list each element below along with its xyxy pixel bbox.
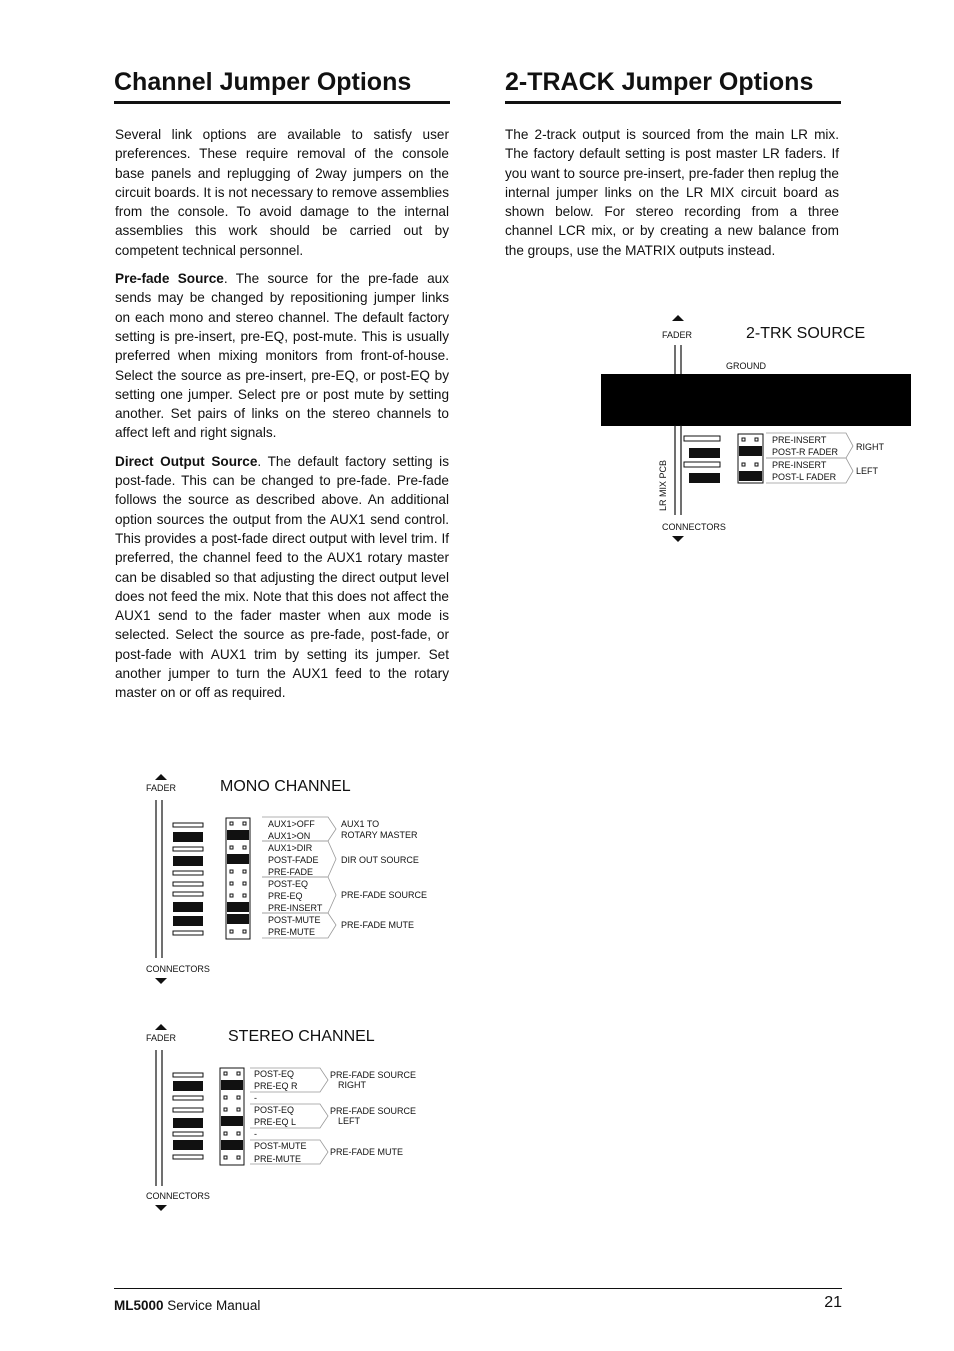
left-heading: Channel Jumper Options	[114, 68, 450, 104]
mono-label-1: AUX1>OFF	[268, 819, 315, 829]
mono-label-4: POST-FADE	[268, 855, 319, 865]
trk-label-1: PRE-INSERT	[772, 435, 827, 445]
connectors-arrow-icon	[155, 1205, 167, 1211]
page-number: 21	[824, 1294, 842, 1311]
mono-jumper-block	[226, 818, 250, 939]
fader-arrow-icon	[672, 315, 684, 321]
trk-jumper-block	[738, 434, 763, 483]
footer-manual: Service Manual	[163, 1298, 261, 1313]
mono-title: MONO CHANNEL	[220, 778, 351, 795]
trk-pcb-label: LR MIX PCB	[658, 459, 668, 511]
mono-label-10: PRE-MUTE	[268, 927, 315, 937]
left-intro-paragraph: Several link options are available to satisfy user preferences. These require removal of the console base panels and replugging of 2way jumpers on the circuit boards. It is not necessary to remove assemblies from the console. To avoid damage to the internal assemblies this work should be carried out by competent technical personnel.	[115, 127, 449, 258]
trk-title: 2-TRK SOURCE	[746, 325, 866, 342]
mono-label-6: POST-EQ	[268, 879, 309, 889]
prefade-text: . The source for the pre-fade aux sends may be changed by repositioning jumper links on each mono and stereo channel. The default factory setting is pre-insert, pre-EQ, post-mute. This is usually preferred when mixing monitors from front-of-house. Select the source as pre-insert, pre-EQ, or post-EQ by setting one jumper. Select pre or post mute by setting another. Set pairs of links on the stereo channels to affect left and right signals.	[115, 271, 449, 441]
mono-connectors-label: CONNECTORS	[146, 964, 210, 974]
stereo-connectors-label: CONNECTORS	[146, 1191, 210, 1201]
prefade-paragraph	[115, 269, 449, 443]
stereo-group2b: LEFT	[338, 1116, 361, 1126]
trk-left-label: LEFT	[856, 466, 879, 476]
mono-label-2: AUX1>ON	[268, 831, 311, 841]
stereo-label-8: PRE-MUTE	[254, 1154, 301, 1164]
connectors-arrow-icon	[672, 536, 684, 542]
trk-source-diagram	[596, 315, 916, 550]
trk-label-4: POST-L FADER	[772, 472, 837, 482]
stereo-group1b: RIGHT	[338, 1080, 366, 1090]
trk-label-3: PRE-INSERT	[772, 460, 827, 470]
stereo-group1a: PRE-FADE SOURCE	[330, 1070, 417, 1080]
mono-label-7: PRE-EQ	[268, 891, 303, 901]
mono-label-3: AUX1>DIR	[268, 843, 313, 853]
stereo-label-6: -	[254, 1129, 257, 1139]
trk-connectors-label: CONNECTORS	[662, 522, 726, 532]
stereo-group2a: PRE-FADE SOURCE	[330, 1106, 417, 1116]
mono-label-9: POST-MUTE	[268, 915, 321, 925]
footer-model: ML5000	[114, 1298, 164, 1313]
right-heading: 2-TRACK Jumper Options	[505, 68, 841, 104]
stereo-connector-fins	[173, 1073, 203, 1159]
mono-group4: PRE-FADE MUTE	[341, 920, 415, 930]
stereo-channel-diagram	[140, 1018, 440, 1218]
mono-fader-label: FADER	[146, 783, 177, 793]
left-column	[115, 125, 449, 712]
footer-rule	[114, 1288, 842, 1289]
right-column	[505, 125, 839, 269]
stereo-label-3: -	[254, 1093, 257, 1103]
stereo-title: STEREO CHANNEL	[228, 1028, 375, 1045]
mono-label-5: PRE-FADE	[268, 867, 314, 877]
stereo-label-7: POST-MUTE	[254, 1141, 307, 1151]
mono-group2: DIR OUT SOURCE	[341, 855, 419, 865]
trk-ground-label: GROUND	[726, 361, 766, 371]
stereo-group3: PRE-FADE MUTE	[330, 1147, 404, 1157]
connectors-arrow-icon	[155, 978, 167, 984]
stereo-label-2: PRE-EQ R	[254, 1081, 298, 1091]
mono-group3: PRE-FADE SOURCE	[341, 890, 428, 900]
direct-paragraph	[115, 452, 449, 703]
ground-bar	[601, 374, 911, 426]
stereo-label-5: PRE-EQ L	[254, 1117, 297, 1127]
prefade-title: Pre-fade Source	[115, 271, 224, 287]
right-intro-paragraph: The 2-track output is sourced from the main LR mix. The factory default setting is post master LR faders. If you want to source pre-insert, pre-fader then replug the internal jumper links on the LR MIX circuit board as shown below. For stereo recording from a three channel LCR mix, or by creating a new balance from the groups, use the MATRIX outputs instead.	[505, 127, 839, 258]
mono-label-8: PRE-INSERT	[268, 903, 323, 913]
stereo-jumper-block	[220, 1068, 244, 1165]
trk-connector-fins	[684, 436, 720, 483]
mono-group1a: AUX1 TO	[341, 819, 380, 829]
trk-label-2: POST-R FADER	[772, 447, 839, 457]
fader-arrow-icon	[155, 774, 167, 780]
stereo-label-4: POST-EQ	[254, 1105, 295, 1115]
direct-text: . The default factory setting is post-fade. This can be changed to pre-fade. Pre-fade follows the source as described above. An additional option sources the output from the AUX1 send control. This provides a post-fade direct output with level trim. If preferred, the channel feed to the AUX1 rotary master can be disabled so that adjusting the direct output level does not feed the mix. Note that this does not affect the AUX1 send to the fader master when aux mode is selected. Select the source as pre-fade, post-fade, or post-fade with AUX1 trim by setting its jumper. Set another jumper to turn the AUX1 feed to the rotary master on or off as required.	[115, 453, 449, 701]
mono-channel-diagram	[140, 768, 440, 990]
fader-arrow-icon	[155, 1024, 167, 1030]
stereo-label-1: POST-EQ	[254, 1069, 295, 1079]
mono-group1b: ROTARY MASTER	[341, 830, 418, 840]
stereo-fader-label: FADER	[146, 1033, 177, 1043]
trk-fader-label: FADER	[662, 330, 693, 340]
footer-title	[114, 1298, 260, 1313]
mono-connector-fins	[173, 823, 203, 935]
direct-title: Direct Output Source	[115, 453, 258, 469]
trk-right-label: RIGHT	[856, 442, 884, 452]
